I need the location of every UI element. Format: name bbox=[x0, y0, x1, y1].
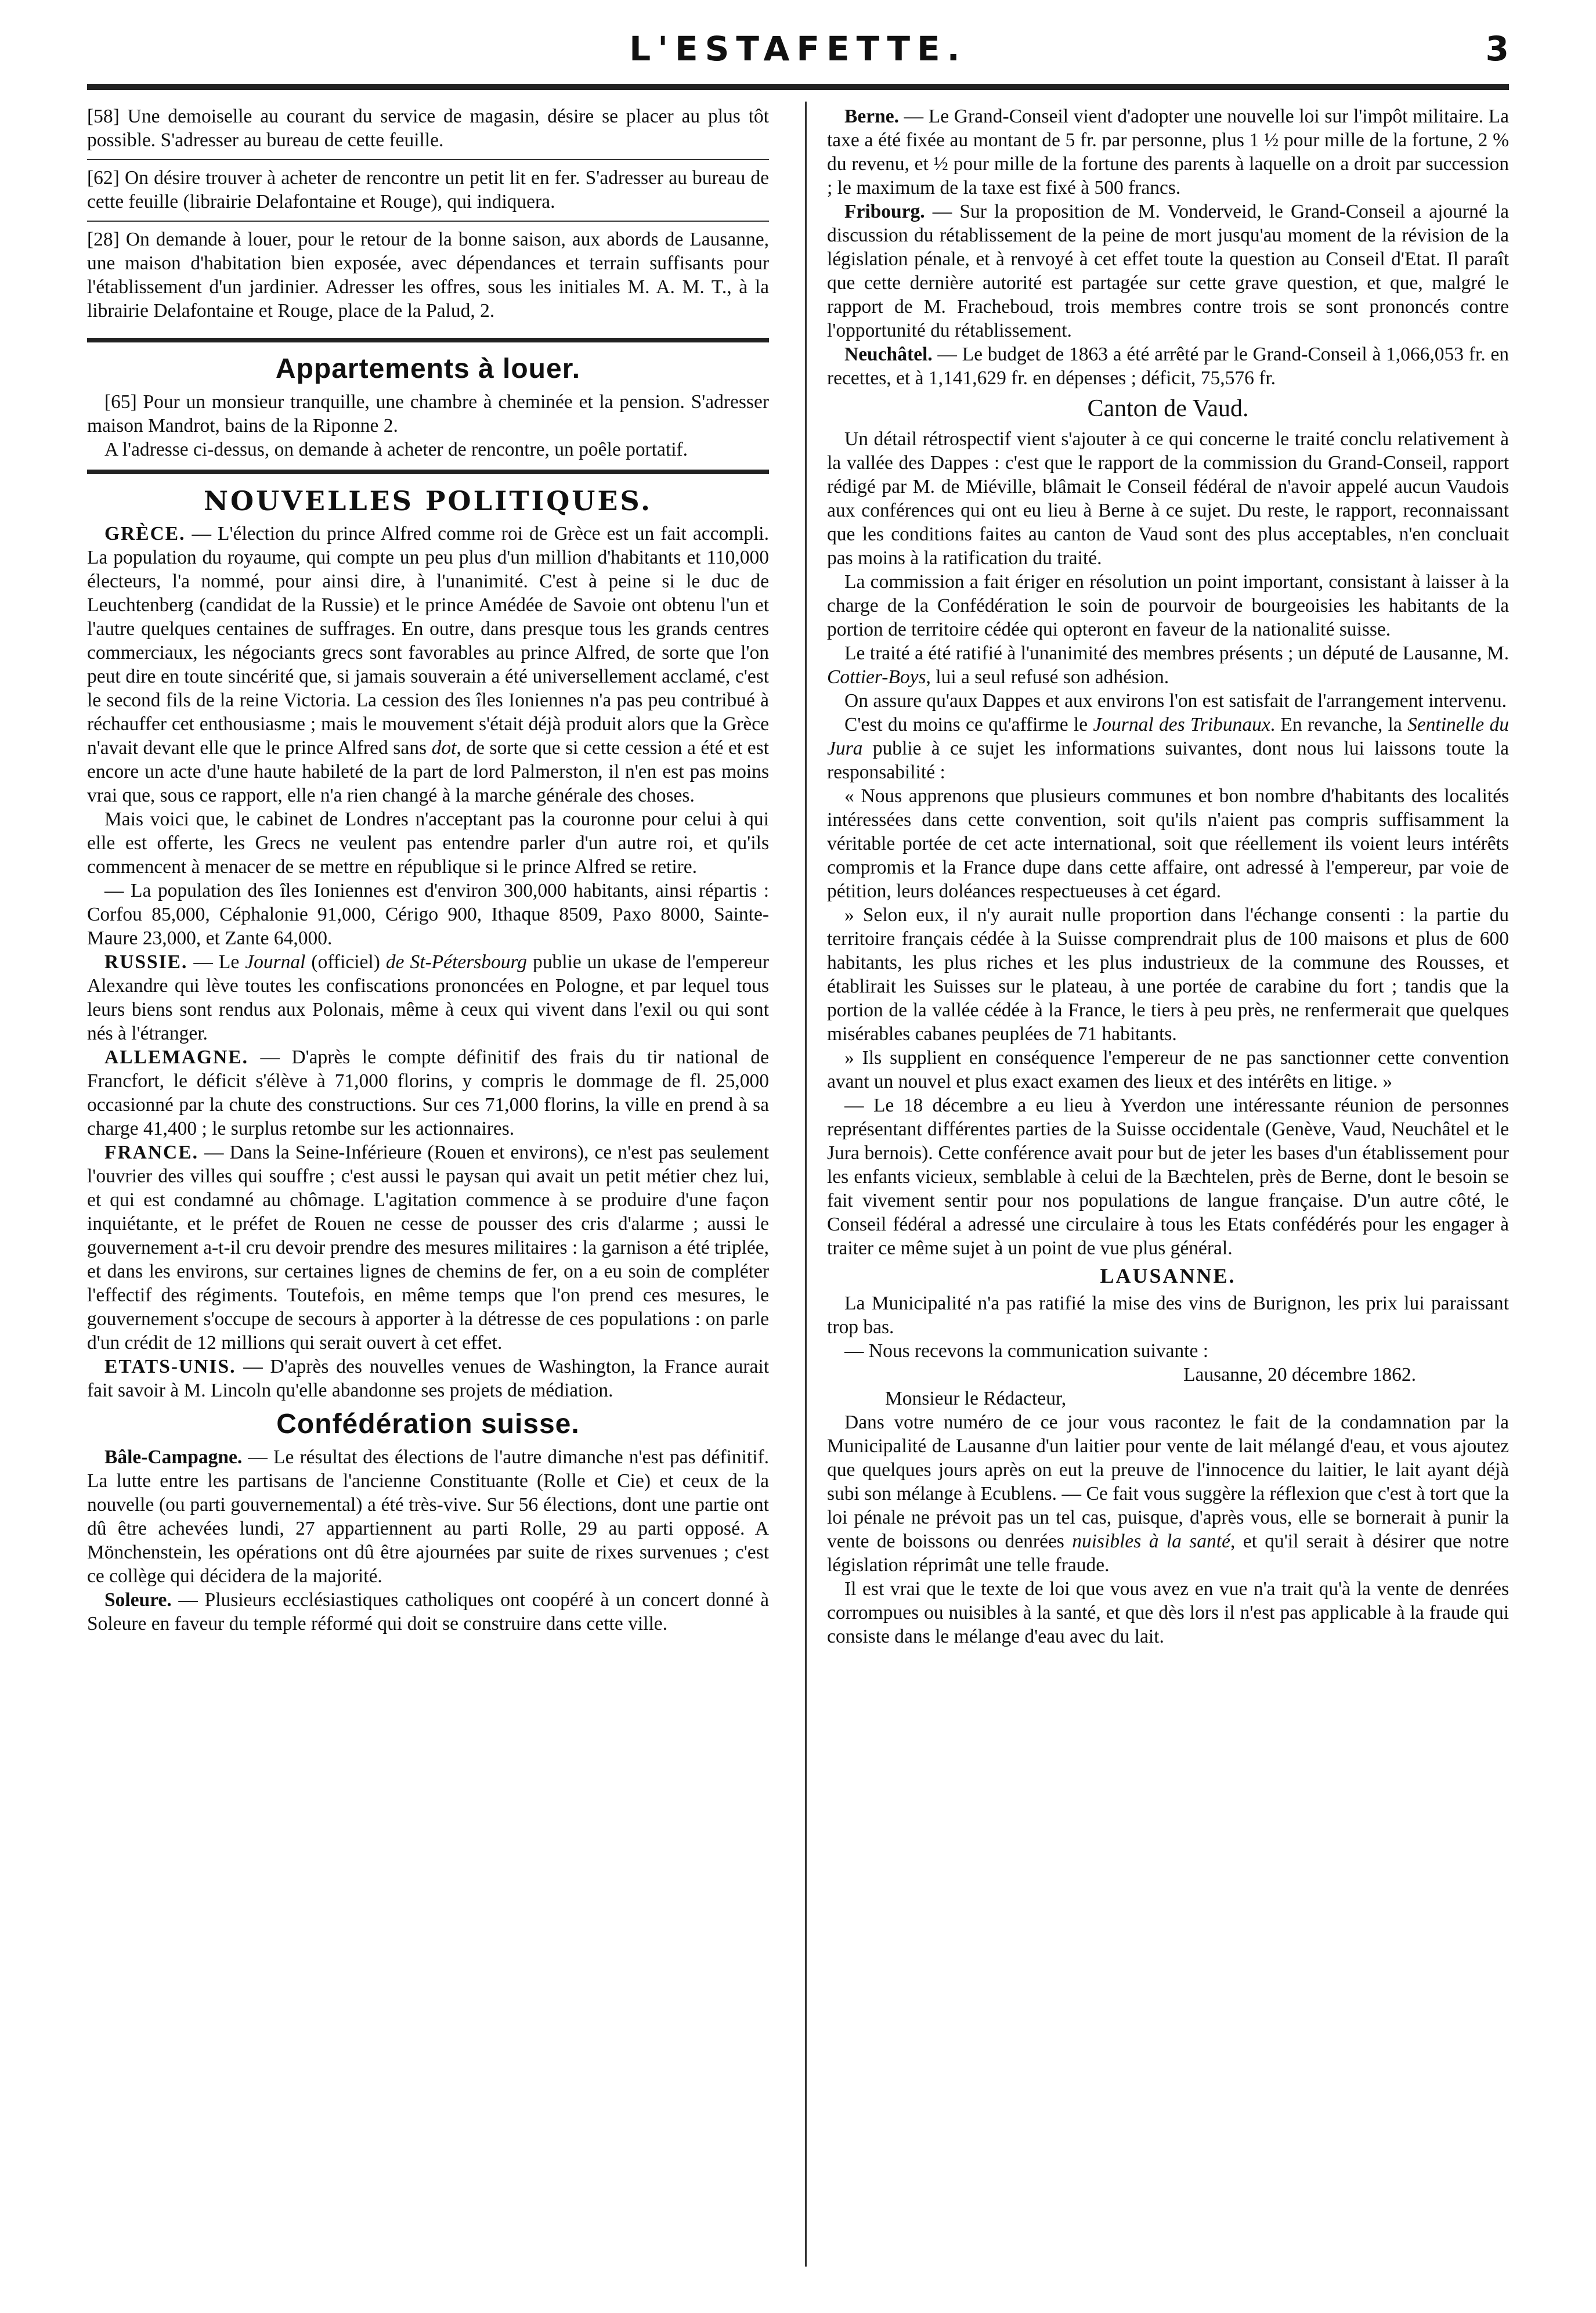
article-france bbox=[87, 1141, 769, 1355]
article-grece bbox=[87, 522, 769, 807]
article-berne bbox=[827, 104, 1509, 200]
article-text: — Nous recevons la communication suivante : bbox=[844, 1340, 1209, 1362]
kicker: ETATS-UNIS. bbox=[104, 1356, 236, 1377]
article-text: (officiel) bbox=[305, 951, 386, 973]
newspaper-title: L'ESTAFETTE. bbox=[629, 29, 967, 68]
classified-ad bbox=[87, 104, 769, 160]
article-text: , et qu'il serait à désirer que notre législation réprimât une telle fraude. bbox=[827, 1531, 1509, 1576]
article-text: « Nous apprenons que plusieurs communes et bon nombre d'habitants des localités intéressées dans cette convention, soit qu'ils n'aient pas compris suffisamment la véritable portée de cet acte international, soit que réellement ils voient leurs intérêts compromis et la France dupe dans cette affaire, ont adressé à l'empereur, par voie de pétition, leurs doléances respectueuses à cet égard. bbox=[827, 785, 1509, 902]
letter-dateline: Lausanne, 20 décembre 1862. bbox=[1183, 1364, 1416, 1385]
left-column bbox=[87, 104, 769, 1636]
article-text: — D'après le compte définitif des frais du tir national de Francfort, le déficit s'élève à 71,000 florins, y compris le dommage de fl. 25,000 occasionné par la chute des constructions. Sur ces 71,000 florins, la ville en prend à sa charge 41,400 ; le surplus retombe sur les actionnaires. bbox=[87, 1047, 769, 1139]
classified-ad bbox=[87, 166, 769, 222]
article-soleure bbox=[87, 1588, 769, 1636]
article-text: — Le bbox=[187, 951, 245, 973]
article-text: dot bbox=[431, 737, 457, 759]
article-text bbox=[827, 1410, 1509, 1577]
article-text: publie un ukase de l'empereur Alexandre qui lève toutes les confiscations prononcées en Pologne, et par lequel tous leurs biens sont rendus aux Polonais, même à ceux qui vivent dans l'exil ou qui sont nés à l'étranger. bbox=[87, 951, 769, 1044]
article-text: La Municipalité n'a pas ratifié la mise des vins de Burignon, les prix lui paraissant trop bas. bbox=[827, 1293, 1509, 1338]
article-text: Journal des Tribunaux bbox=[1093, 714, 1270, 735]
kicker: Berne. bbox=[844, 106, 899, 127]
section-rule bbox=[87, 470, 769, 474]
article-text: Cottier-Boys bbox=[827, 666, 926, 688]
article-text: — Le Grand-Conseil vient d'adopter une nouvelle loi sur l'impôt militaire. La taxe a été fixée au montant de 5 fr. par personne, plus 1 ½ pour mille de la fortune, 2 % du revenu, et ½ pour mille de la fortune des parents à laquelle on a droit par succession ; le maximum de la taxe est fixé à 500 francs. bbox=[827, 106, 1509, 199]
article-text: , de sorte que si cette cession a été et est encore un acte d'une haute habileté de la part de lord Palmerston, il n'en est pas moins vrai que, sous ce rapport, elle n'a rien changé à la marche générale des choses. bbox=[87, 737, 769, 806]
article-russie bbox=[87, 950, 769, 1045]
article-text bbox=[827, 641, 1509, 689]
section-heading-confederation: Confédération suisse. bbox=[276, 1409, 580, 1439]
article-neuchatel bbox=[827, 342, 1509, 390]
kicker: Bâle-Campagne. bbox=[104, 1446, 243, 1468]
article-text: Journal bbox=[245, 951, 306, 973]
article-text: — Sur la proposition de M. Vonderveid, le Grand-Conseil a ajourné la discussion du rétablissement de la peine de mort jusqu'au moment de la révision de la législation pénale, et à renvoyé à cet effet toute la question au Conseil d'Etat. Il paraît que cette dernière autorité est partagée sur cette grave question, et que, malgré le rapport de M. Fracheboud, trois membres contre trois se sont prononcés contre l'opportunité du rétablissement. bbox=[827, 201, 1509, 341]
article-text: — Plusieurs ecclésiastiques catholiques ont coopéré à un concert donné à Soleure en faveur du temple réformé qui doit se construire dans cette ville. bbox=[87, 1589, 769, 1634]
section-rule bbox=[87, 338, 769, 342]
ad-text: [62] On désire trouver à acheter de rencontre un petit lit en fer. S'adresser au bureau de cette feuille (librairie Delafontaine et Rouge), qui indiquera. bbox=[87, 167, 769, 212]
kicker: RUSSIE. bbox=[104, 951, 188, 973]
article-text: — D'après des nouvelles venues de Washington, la France aurait fait savoir à M. Lincoln qu'elle abandonne ses projets de médiation. bbox=[87, 1356, 769, 1401]
column-separator bbox=[805, 102, 807, 2267]
article-text: — Le résultat des élections de l'autre dimanche n'est pas définitif. La lutte entre les partisans de l'ancienne Constituante (Rolle et Cie) et ceux de la nouvelle (ou parti gouvernemental) a été très-vive. Sur 56 élections, dont une partie ont dû être achevées lundi, 27 appartiennent au parti Rolle, 29 au parti opposé. A Mönchenstein, les opérations ont dû être ajournées par suite de rixes survenues ; c'est ce collège qui décidera de la majorité. bbox=[87, 1446, 769, 1587]
article-text: Mais voici que, le cabinet de Londres n'acceptant pas la couronne pour celui à qui elle est offerte, les Grecs ne veulent pas entendre parler d'un autre roi, et qu'ils commencent à menacer de se mettre en république si le prince Alfred se retire. bbox=[87, 809, 769, 878]
article-text: publie à ce sujet les informations suivantes, dont nous lui laissons toute la responsabilité : bbox=[827, 738, 1509, 783]
kicker: Soleure. bbox=[104, 1589, 172, 1611]
article-bale bbox=[87, 1445, 769, 1588]
kicker: FRANCE. bbox=[104, 1142, 198, 1163]
ad-text: [28] On demande à louer, pour le retour de la bonne saison, aux abords de Lausanne, une maison d'habitation bien exposée, avec dépendances et terrain suffisants pour l'établissement d'un jardinier. Adresser les offres, sous les initiales M. A. M. T., à la librairie Delafontaine et Rouge, place de la Palud, 2. bbox=[87, 229, 769, 322]
section-heading-lausanne: LAUSANNE. bbox=[1100, 1264, 1236, 1287]
article-text: — Le 18 décembre a eu lieu à Yverdon une intéressante réunion de personnes représentant différentes parties de la Suisse occidentale (Genève, Vaud, Neuchâtel et le Jura bernois). Cette conférence avait pour but de jeter les bases d'un établissement pour les enfants vicieux, semblable à celui de la Bæchtelen, près de Berne, dont le besoin se fait vivement sentir pour nos populations de langue française. D'un autre côté, le Conseil fédéral a adressé une circulaire à tous les Etats confédérés pour les engager à traiter ce même sujet à un point de vue plus général. bbox=[827, 1095, 1509, 1259]
article-fribourg bbox=[827, 200, 1509, 342]
header-rule bbox=[87, 84, 1509, 90]
ad-text: [58] Une demoiselle au courant du service de magasin, désire se placer au plus tôt possible. S'adresser au bureau de cette feuille. bbox=[87, 106, 769, 151]
article-text: Dans votre numéro de ce jour vous racontez le fait de la condamnation par la Municipalité de Lausanne d'un laitier pour vente de lait mélangé d'eau, et vous ajoutez que quelques jours après on eut la preuve de l'innocence du laitier, le lait ayant déjà subi son mélange à Ecublens. — Ce fait vous suggère la réflexion que c'est à tort que la loi pénale ne prévoit pas un tel cas, puisque, d'après vous, elle se bornerait à punir la vente de boissons ou denrées bbox=[827, 1412, 1509, 1552]
article-text: nuisibles à la santé bbox=[1072, 1531, 1230, 1552]
classified-ad bbox=[87, 228, 769, 330]
appart-text: A l'adresse ci-dessus, on demande à acheter de rencontre, un poêle portatif. bbox=[104, 439, 688, 460]
article-text: Le traité a été ratifié à l'unanimité des membres présents ; un député de Lausanne, M. bbox=[844, 643, 1509, 664]
article-allemagne bbox=[87, 1045, 769, 1141]
article-text: — La population des îles Ioniennes est d'environ 300,000 habitants, ainsi répartis : Corfou 85,000, Céphalonie 91,000, Cérigo 900, Ithaque 8509, Paxo 8000, Sainte-Maure 23,000, et Zante 64,000. bbox=[87, 880, 769, 949]
article-text: On assure qu'aux Dappes et aux environs l'on est satisfait de l'arrangement intervenu. bbox=[844, 690, 1507, 712]
appart-text: [65] Pour un monsieur tranquille, une chambre à cheminée et la pension. S'adresser maison Mandrot, bains de la Riponne 2. bbox=[87, 391, 769, 436]
article-text: Il est vrai que le texte de loi que vous avez en vue n'a trait qu'à la vente de denrées corrompues ou nuisibles à la santé, et que dès lors il n'est pas applicable à la fraude qui consiste dans le mélange d'eau avec du lait. bbox=[827, 1578, 1509, 1647]
article-text: . En revanche, la bbox=[1270, 714, 1408, 735]
article-text: — Dans la Seine-Inférieure (Rouen et environs), ce n'est pas seulement l'ouvrier des villes qui souffre ; c'est aussi le paysan qui avait un petit métier chez lui, et qui est condamné au chômage. L'agitation commence à se produire d'une façon inquiétante, et le préfet de Rouen ne cesse de pousser des cris d'alarme ; aussi le gouvernement a-t-il cru devoir prendre des mesures militaires : la garnison a été triplée, et dans les environs, sur certaines lignes de chemins de fer, on a eu soin de compléter l'effectif des régiments. Toutefois, en même temps que l'on prend ces mesures, le gouvernement s'occupe de secours à apporter à la détresse de ces populations : on parle d'un crédit de 12 millions qui serait ouvert à cet effet. bbox=[87, 1142, 769, 1354]
kicker: Neuchâtel. bbox=[844, 344, 933, 365]
right-column bbox=[827, 104, 1509, 1648]
kicker: GRÈCE. bbox=[104, 523, 186, 544]
article-text bbox=[827, 713, 1509, 784]
kicker: ALLEMAGNE. bbox=[104, 1047, 249, 1068]
article-text: » Ils supplient en conséquence l'empereur de ne pas sanctionner cette convention avant un nouvel et plus exact examen des lieux et des intérêts en litige. » bbox=[827, 1047, 1509, 1092]
article-text: , lui a seul refusé son adhésion. bbox=[926, 666, 1169, 688]
section-heading-politiques: NOUVELLES POLITIQUES. bbox=[203, 485, 653, 517]
section-heading-appartements: Appartements à louer. bbox=[275, 353, 581, 384]
kicker: Fribourg. bbox=[844, 201, 925, 222]
masthead bbox=[87, 23, 1509, 68]
section-heading-vaud: Canton de Vaud. bbox=[1087, 395, 1249, 422]
article-text: — Le budget de 1863 a été arrêté par le Grand-Conseil à 1,066,053 fr. en recettes, et à 1,141,629 fr. en dépenses ; déficit, 75,576 fr. bbox=[827, 344, 1509, 389]
article-etats-unis bbox=[87, 1355, 769, 1402]
article-text: Sentinelle du Jura bbox=[827, 714, 1509, 759]
article-text: La commission a fait ériger en résolution un point important, consistant à laisser à la charge de la Confédération le soin de pourvoir de bourgeoisies les habitants de la portion de territoire cédée qui opteront en faveur de la nationalité suisse. bbox=[827, 571, 1509, 640]
article-text: C'est du moins ce qu'affirme le bbox=[844, 714, 1093, 735]
page-number: 3 bbox=[1485, 29, 1509, 68]
article-text: de St-Pétersbourg bbox=[385, 951, 528, 973]
article-text: — L'élection du prince Alfred comme roi de Grèce est un fait accompli. La population du royaume, qui compte un peu plus d'un million d'habitants et 110,000 électeurs, l'a nommé, pour ainsi dire, à l'unanimité. C'est à peine si le duc de Leuchtenberg (candidat de la Russie) et le prince Amédée de Savoie ont obtenu l'un et l'autre quelques centaines de suffrages. En outre, dans presque tous les grands centres commerciaux, les négociants grecs sont favorables au prince Alfred, de sorte que l'on peut dire en toute sincérité que, si jamais souverain a été universellement acclamé, c'est le second fils de la reine Victoria. La cession des îles Ioniennes n'a pas peu contribué à réchauffer cet enthousiasme ; mais le mouvement s'était déjà produit alors que la Grèce n'avait devant elle que le prince Alfred sans bbox=[87, 523, 769, 759]
article-text: » Selon eux, il n'y aurait nulle proportion dans l'échange consenti : la partie du territoire français cédée à la Suisse comprendrait plus de 100 maisons et plus de 600 habitants, les plus riches et les plus industrieux de la commune des Rousses, et établirait les Suisses sur le plateau, à une portée de carabine du fort ; tandis que la portion de la vallée cédée à la France, le tiers à peu près, ne renfermerait que quelques misérables cabanes peuplées de 71 habitants. bbox=[827, 904, 1509, 1045]
letter-salutation: Monsieur le Rédacteur, bbox=[885, 1388, 1067, 1409]
article-text: Un détail rétrospectif vient s'ajouter à ce qui concerne le traité conclu relativement à la vallée des Dappes : c'est que le rapport de la commission du Grand-Conseil, rapport rédigé par M. de Miéville, blâmait le Conseil fédéral de n'avoir appelé aucun Vaudois aux conférences qui ont eu lieu à Berne à ce sujet. Du reste, le rapport, reconnaissant que les conditions faites au canton de Vaud sont des plus acceptables, n'en concluait pas moins à la ratification du traité. bbox=[827, 428, 1509, 569]
